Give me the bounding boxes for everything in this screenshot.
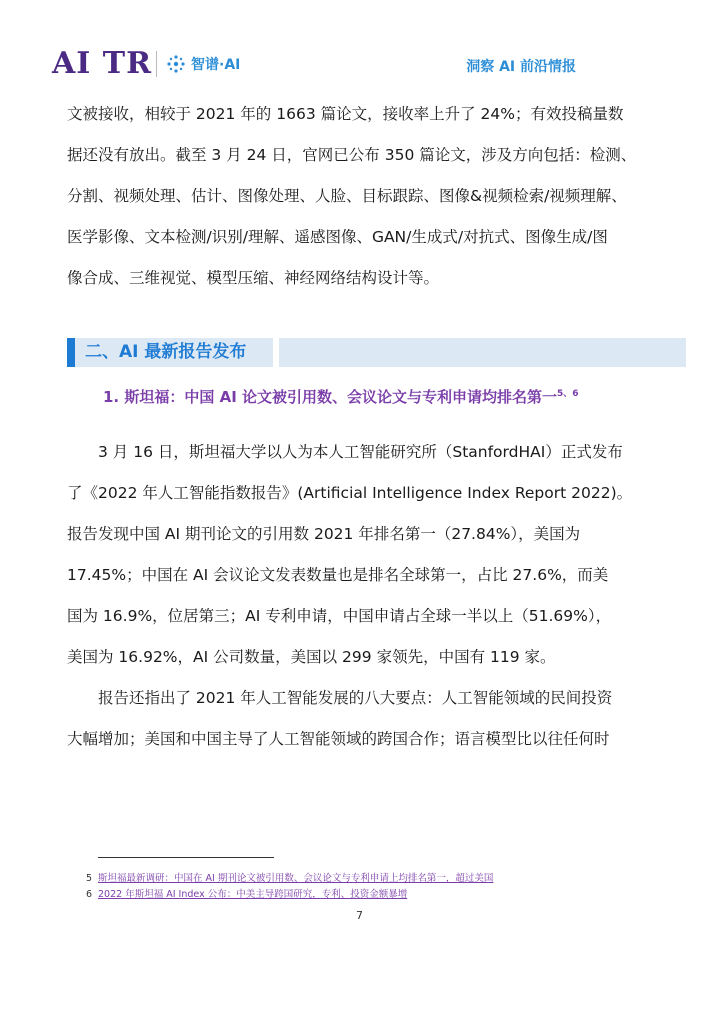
footnote-refs: 5、6 [557,389,579,399]
section-divider [273,338,279,367]
footnote-number: 6 [86,889,93,900]
text-line: 3 月 16 日，斯坦福大学以人为本人工智能研究所（StanfordHAI）正式发布 [98,443,623,461]
text-line: 了《2022 年人工智能指数报告》(Artificial Intelligence Index Report 2022)。 [67,484,633,502]
subsection-title-text: 1. 斯坦福：中国 AI 论文被引用数、会议论文与专利申请均排名第一 [103,388,557,406]
page-number: 7 [356,909,363,922]
text-line: 分割、视频处理、估计、图像处理、人脸、目标跟踪、图像&视频检索/视频理解、 [67,187,627,205]
section-heading [67,338,686,367]
section-accent-bar [67,338,75,367]
intro-paragraph [67,94,663,299]
aitr-logo: AI TR [52,46,153,81]
text-line: 文被接收，相较于 2021 年的 1663 篇论文，接收率上升了 24%；有效投稿量数 [67,105,624,123]
text-line: 国为 16.9%，位居第三；AI 专利申请，中国申请占全球一半以上（51.69%）， [67,607,612,625]
text-line: 报告发现中国 AI 期刊论文的引用数 2021 年排名第一（27.84%），美国为 [67,525,581,543]
text-line: 美国为 16.92%，AI 公司数量，美国以 299 家领先，中国有 119 家。 [67,648,556,666]
body-paragraphs [67,432,663,760]
footnote-item [86,887,646,903]
section-title: 二、AI 最新报告发布 [85,342,247,362]
footnote-link[interactable]: 斯坦福最新调研：中国在 AI 期刊论文被引用数、会议论文与专利申请上均排名第一，超过美国 [98,873,494,884]
footnotes [86,871,646,903]
text-line: 17.45%；中国在 AI 会议论文发表数量也是排名全球第一，占比 27.6%，而美 [67,566,609,584]
text-line: 报告还指出了 2021 年人工智能发展的八大要点：人工智能领域的民间投资 [98,689,613,707]
header-tagline: 洞察 AI 前沿情报 [466,59,576,75]
footnote-number: 5 [86,873,93,884]
text-line: 据还没有放出。截至 3 月 24 日，官网已公布 350 篇论文，涉及方向包括：检测、 [67,146,637,164]
zhipu-dots-icon [166,54,186,74]
text-line: 大幅增加；美国和中国主导了人工智能领域的跨国合作；语言模型比以往任何时 [67,730,610,748]
footnote-item [86,871,646,887]
page-header [0,0,724,92]
subsection-title [103,386,579,407]
text-line: 医学影像、文本检测/识别/理解、遥感图像、GAN/生成式/对抗式、图像生成/图 [67,228,608,246]
logo-divider [156,51,157,77]
text-line: 像合成、三维视觉、模型压缩、神经网络结构设计等。 [67,269,440,287]
footnote-link[interactable]: 2022 年斯坦福 AI Index 公布：中美主导跨国研究，专利、投资金额暴增 [98,889,408,900]
zhipu-logo-text: 智谱·AI [191,57,241,73]
footnote-rule [98,857,274,858]
zhipu-logo [166,52,240,76]
